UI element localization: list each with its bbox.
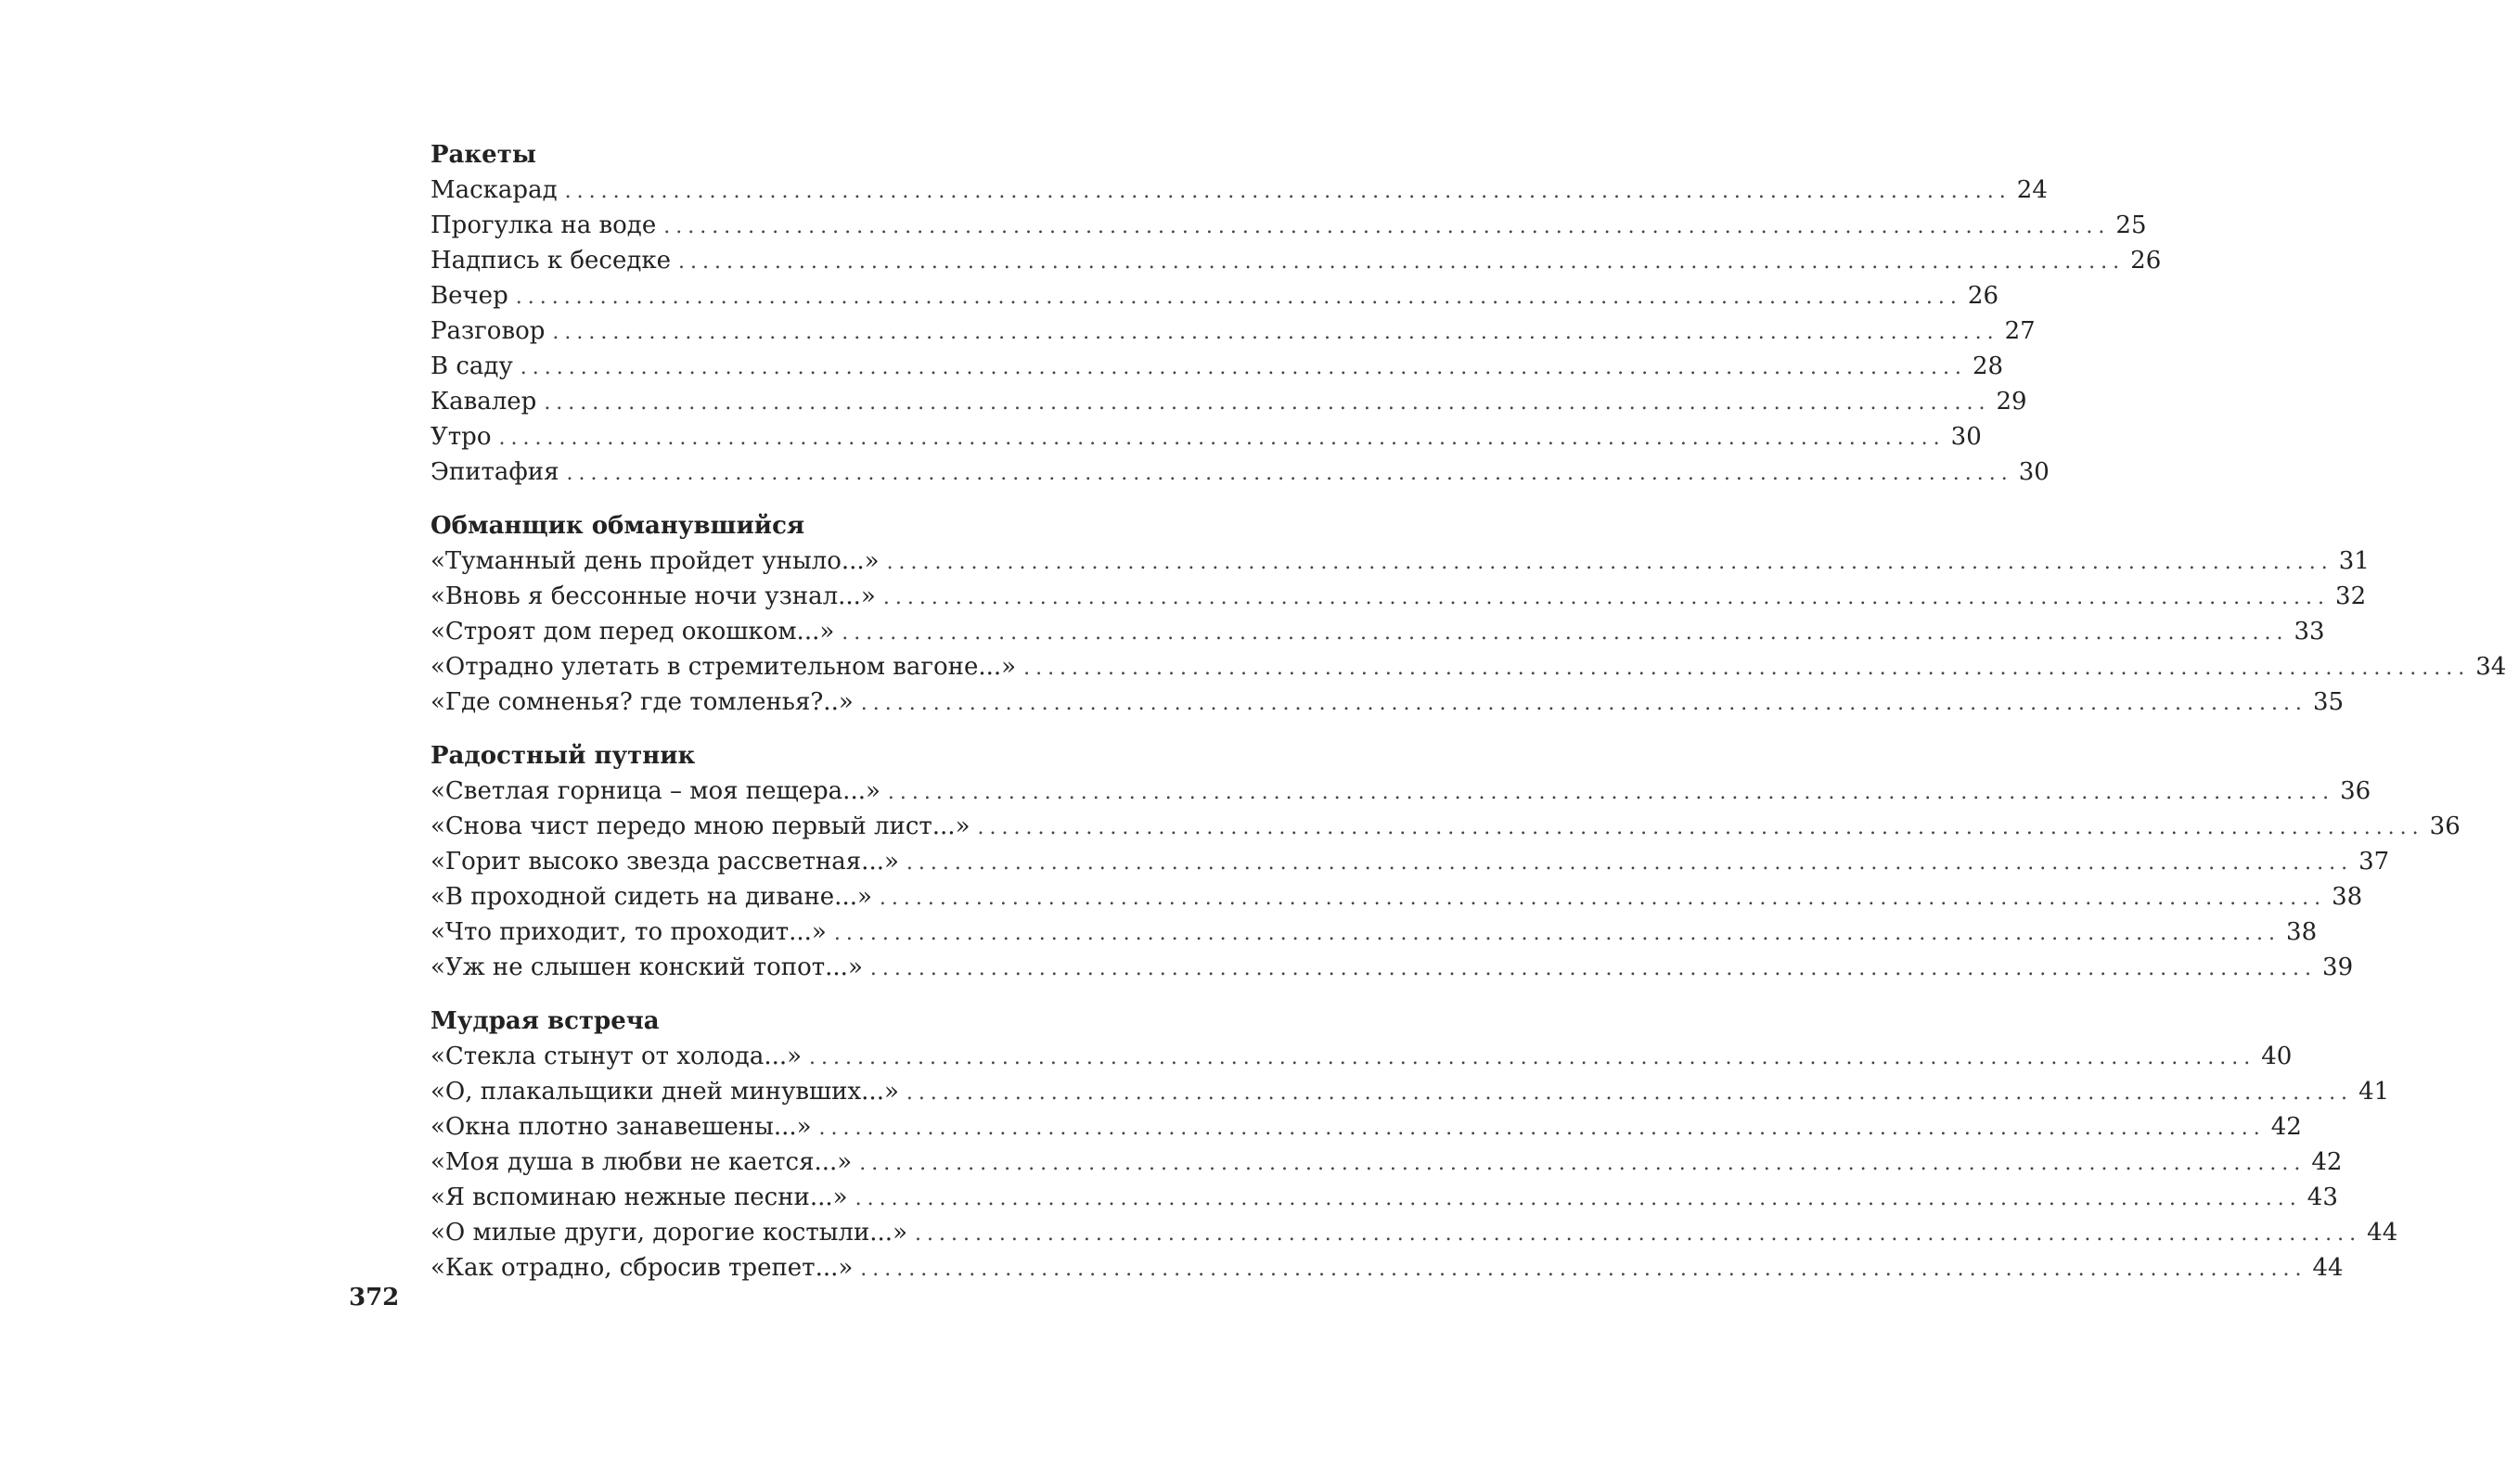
toc-entry <box>431 1074 2390 1109</box>
dot-leader: ........................................................................................................................ <box>833 922 2281 945</box>
toc-entry <box>431 950 2354 985</box>
entry-page-number: 28 <box>1972 352 2004 380</box>
entry-title: Вечер <box>431 282 508 310</box>
entry-title: «Что приходит, то проходит...» <box>431 918 827 946</box>
dot-leader: ........................................................................................................................ <box>818 1117 2266 1140</box>
toc-entry <box>431 844 2390 879</box>
entry-page-number: 32 <box>2335 582 2367 610</box>
entry-page-number: 40 <box>2261 1043 2293 1070</box>
entry-page-number: 44 <box>2367 1219 2398 1247</box>
toc-entry <box>431 173 2048 208</box>
toc-entry <box>431 1145 2343 1180</box>
toc-entry <box>431 1250 2344 1286</box>
entry-title: «Снова чист передо мною первый лист...» <box>431 812 970 840</box>
entry-page-number: 27 <box>2004 317 2036 345</box>
toc-entry <box>431 454 2050 490</box>
entry-title: «Уж не слышен конский топот...» <box>431 953 863 981</box>
toc-entry <box>431 1039 2293 1074</box>
entry-page-number: 36 <box>2340 777 2371 805</box>
toc-section <box>431 1004 2398 1286</box>
dot-leader: ........................................................................................................................ <box>1023 657 2471 680</box>
entry-title: «Отрадно улетать в стремительном вагоне...» <box>431 653 1017 681</box>
toc-entry <box>431 649 2506 684</box>
toc-entry <box>431 879 2363 915</box>
entry-page-number: 44 <box>2312 1254 2344 1282</box>
entry-title: Разговор <box>431 317 546 345</box>
dot-leader: ........................................................................................................................ <box>663 215 2111 238</box>
dot-leader: ........................................................................................................................ <box>886 551 2333 574</box>
dot-leader: ........................................................................................................................ <box>906 1081 2354 1105</box>
toc-section <box>431 137 2162 490</box>
entry-title: Утро <box>431 423 492 451</box>
entry-page-number: 41 <box>2358 1078 2390 1106</box>
entry-title: Кавалер <box>431 388 537 416</box>
entry-title: «Горит высоко звезда рассветная...» <box>431 848 899 876</box>
page-number: 372 <box>349 1284 400 1311</box>
dot-leader: ........................................................................................................................ <box>520 356 1967 379</box>
toc-section <box>431 508 2506 720</box>
dot-leader: ........................................................................................................................ <box>566 462 2013 485</box>
entry-page-number: 31 <box>2338 547 2370 575</box>
entry-title: «Где сомненья? где томленья?..» <box>431 688 854 716</box>
section-title: Ракеты <box>431 141 536 169</box>
entry-title: Эпитафия <box>431 458 559 486</box>
toc-entry <box>431 243 2162 278</box>
toc-section <box>431 738 2461 985</box>
entry-page-number: 33 <box>2294 618 2325 646</box>
entry-page-number: 39 <box>2322 953 2354 981</box>
dot-leader: ........................................................................................................................ <box>859 1152 2307 1175</box>
entry-title: «О, плакальщики дней минувших...» <box>431 1078 899 1106</box>
entry-title: Прогулка на воде <box>431 211 657 239</box>
entry-page-number: 29 <box>1996 388 2027 416</box>
entry-title: «Стекла стынут от холода...» <box>431 1043 803 1070</box>
entry-title: «Строят дом перед окошком...» <box>431 618 835 646</box>
entry-page-number: 30 <box>2018 458 2050 486</box>
entry-title: «Туманный день пройдет уныло...» <box>431 547 880 575</box>
entry-title: «Окна плотно занавешены...» <box>431 1113 812 1141</box>
toc-entry <box>431 1215 2398 1250</box>
entry-page-number: 35 <box>2312 688 2345 716</box>
entry-page-number: 43 <box>2307 1183 2338 1211</box>
entry-page-number: 25 <box>2115 211 2147 239</box>
entry-page-number: 37 <box>2358 848 2390 876</box>
entry-title: «В проходной сидеть на диване...» <box>431 883 872 911</box>
toc-entry <box>431 208 2147 243</box>
dot-leader: ........................................................................................................................ <box>977 816 2424 839</box>
dot-leader: ........................................................................................................................ <box>906 851 2354 875</box>
dot-leader: ........................................................................................................................ <box>677 250 2126 274</box>
entry-page-number: 36 <box>2429 812 2461 840</box>
entry-page-number: 42 <box>2270 1113 2302 1141</box>
toc-entry <box>431 278 1998 313</box>
entry-page-number: 38 <box>2286 918 2318 946</box>
section-title: Обманщик обманувшийся <box>431 512 805 540</box>
entry-title: Надпись к беседке <box>431 247 671 275</box>
dot-leader: ........................................................................................................................ <box>882 586 2331 609</box>
dot-leader: ........................................................................................................................ <box>879 887 2327 910</box>
toc-entry <box>431 684 2345 720</box>
entry-page-number: 24 <box>2016 176 2048 204</box>
entry-page-number: 42 <box>2311 1148 2343 1176</box>
toc-entry <box>431 313 2036 349</box>
toc-entry <box>431 579 2367 614</box>
dot-leader: ........................................................................................................................ <box>809 1046 2256 1069</box>
toc-entry <box>431 1109 2302 1145</box>
dot-leader: ........................................................................................................................ <box>842 621 2289 645</box>
toc-entry <box>431 915 2318 950</box>
toc-entry <box>431 349 2004 384</box>
dot-leader: ........................................................................................................................ <box>860 1258 2307 1281</box>
dot-leader: ........................................................................................................................ <box>860 692 2307 715</box>
table-of-contents <box>431 137 2506 1304</box>
toc-entry <box>431 419 1982 454</box>
dot-leader: ........................................................................................................................ <box>855 1187 2302 1210</box>
entry-title: Маскарад <box>431 176 558 204</box>
entry-title: В саду <box>431 352 513 380</box>
section-title: Радостный путник <box>431 742 696 770</box>
dot-leader: ........................................................................................................................ <box>887 781 2335 804</box>
entry-title: «Моя душа в любви не кается...» <box>431 1148 853 1176</box>
entry-title: «Я вспоминаю нежные песни...» <box>431 1183 848 1211</box>
entry-title: «Как отрадно, сбросив трепет...» <box>431 1254 854 1282</box>
dot-leader: ........................................................................................................................ <box>564 180 2011 203</box>
dot-leader: ........................................................................................................................ <box>544 391 1991 415</box>
section-title: Мудрая встреча <box>431 1007 660 1035</box>
entry-page-number: 26 <box>1967 282 1998 310</box>
toc-entry <box>431 384 2027 419</box>
toc-entry <box>431 1180 2338 1215</box>
entry-title: «Вновь я бессонные ночи узнал...» <box>431 582 876 610</box>
entry-page-number: 26 <box>2130 247 2162 275</box>
entry-page-number: 30 <box>1950 423 1982 451</box>
toc-entry <box>431 774 2371 809</box>
dot-leader: ........................................................................................................................ <box>869 957 2318 980</box>
toc-entry <box>431 544 2370 579</box>
entry-page-number: 38 <box>2332 883 2363 911</box>
entry-page-number: 34 <box>2475 653 2506 681</box>
toc-entry <box>431 809 2461 844</box>
dot-leader: ........................................................................................................................ <box>552 321 1999 344</box>
entry-title: «О милые други, дорогие костыли...» <box>431 1219 907 1247</box>
dot-leader: ........................................................................................................................ <box>914 1222 2362 1246</box>
entry-title: «Светлая горница – моя пещера...» <box>431 777 880 805</box>
dot-leader: ........................................................................................................................ <box>515 286 1962 309</box>
dot-leader: ........................................................................................................................ <box>498 427 1946 450</box>
toc-entry <box>431 614 2325 649</box>
